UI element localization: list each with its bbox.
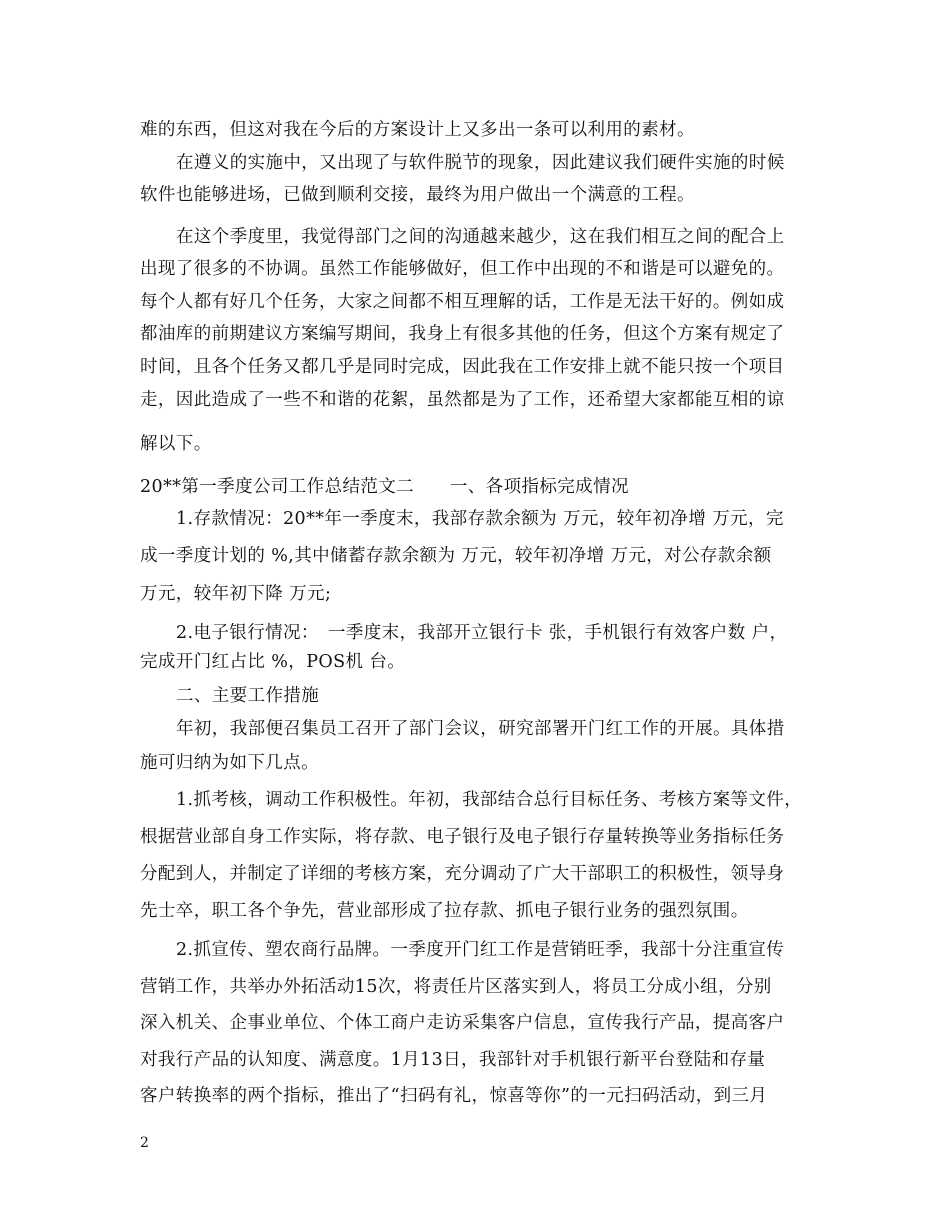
- body-text-line: 都油库的前期建议方案编写期间，我身上有很多其他的任务，但这个方案有规定了: [140, 324, 785, 344]
- body-text-line: 施可归纳为如下几点。: [140, 753, 319, 773]
- body-text-line: 每个人都有好几个任务，大家之间都不相互理解的话，工作是无法干好的。例如成: [140, 292, 785, 312]
- body-text-line: 成一季度计划的 %,其中储蓄存款余额为 万元，较年初净增 万元，对公存款余额: [140, 546, 772, 566]
- body-text-line: 时间，且各个任务又都几乎是同时完成，因此我在工作安排上就不能只按一个项目: [140, 357, 785, 377]
- body-text-line: 走，因此造成了一些不和谐的花絮，虽然都是为了工作，还希望大家都能互相的谅: [140, 390, 785, 410]
- section-heading: 20**第一季度公司工作总结范文二 一、各项指标完成情况: [140, 477, 629, 497]
- body-text-line: 客户转换率的两个指标，推出了“扫码有礼，惊喜等你”的一元扫码活动，到三月: [140, 1086, 768, 1106]
- body-text-line: 深入机关、企事业单位、个体工商户走访采集客户信息，宣传我行产品，提高客户: [140, 1013, 785, 1033]
- body-text-line: 先士卒，职工各个争先，营业部形成了拉存款、抓电子银行业务的强烈氛围。: [140, 901, 749, 921]
- body-text-line: 对我行产品的认知度、满意度。1月13日，我部针对手机银行新平台登陆和存量: [140, 1050, 766, 1070]
- body-text-line: 解以下。: [140, 434, 212, 454]
- page-number: 2: [140, 1135, 149, 1151]
- section-heading: 二、主要工作措施: [176, 686, 320, 706]
- body-text-line: 难的东西，但这对我在今后的方案设计上又多出一条可以利用的素材。: [140, 120, 695, 140]
- body-text-line: 年初，我部便召集员工召开了部门会议，研究部署开门红工作的开展。具体措: [176, 719, 785, 739]
- body-text-line: 营销工作，共举办外拓活动15次，将责任片区落实到人，将员工分成小组，分别: [140, 977, 772, 997]
- body-text-line: 万元，较年初下降 万元;: [140, 584, 332, 604]
- body-text-line: 完成开门红占比 %，POS机 台。: [140, 652, 406, 672]
- body-text-line: 在这个季度里，我觉得部门之间的沟通越来越少，这在我们相互之间的配合上: [176, 227, 785, 247]
- body-text-line: 2.电子银行情况： 一季度末，我部开立银行卡 张，手机银行有效客户数 户，: [176, 623, 788, 643]
- body-text-line: 2.抓宣传、塑农商行品牌。一季度开门红工作是营销旺季，我部十分注重宣传: [176, 940, 785, 960]
- body-text-line: 在遵义的实施中，又出现了与软件脱节的现象，因此建议我们硬件实施的时候: [176, 153, 785, 173]
- body-text-line: 出现了很多的不协调。虽然工作能够做好，但工作中出现的不和谐是可以避免的。: [140, 259, 785, 279]
- body-text-line: 根据营业部自身工作实际，将存款、电子银行及电子银行存量转换等业务指标任务: [140, 827, 785, 847]
- body-text-line: 1.抓考核，调动工作积极性。年初，我部结合总行目标任务、考核方案等文件，: [176, 790, 803, 810]
- body-text-line: 分配到人，并制定了详细的考核方案，充分调动了广大干部职工的积极性，领导身: [140, 864, 785, 884]
- body-text-line: 1.存款情况：20**年一季度末，我部存款余额为 万元，较年初净增 万元，完: [176, 509, 784, 529]
- body-text-line: 软件也能够进场，已做到顺利交接，最终为用户做出一个满意的工程。: [140, 185, 695, 205]
